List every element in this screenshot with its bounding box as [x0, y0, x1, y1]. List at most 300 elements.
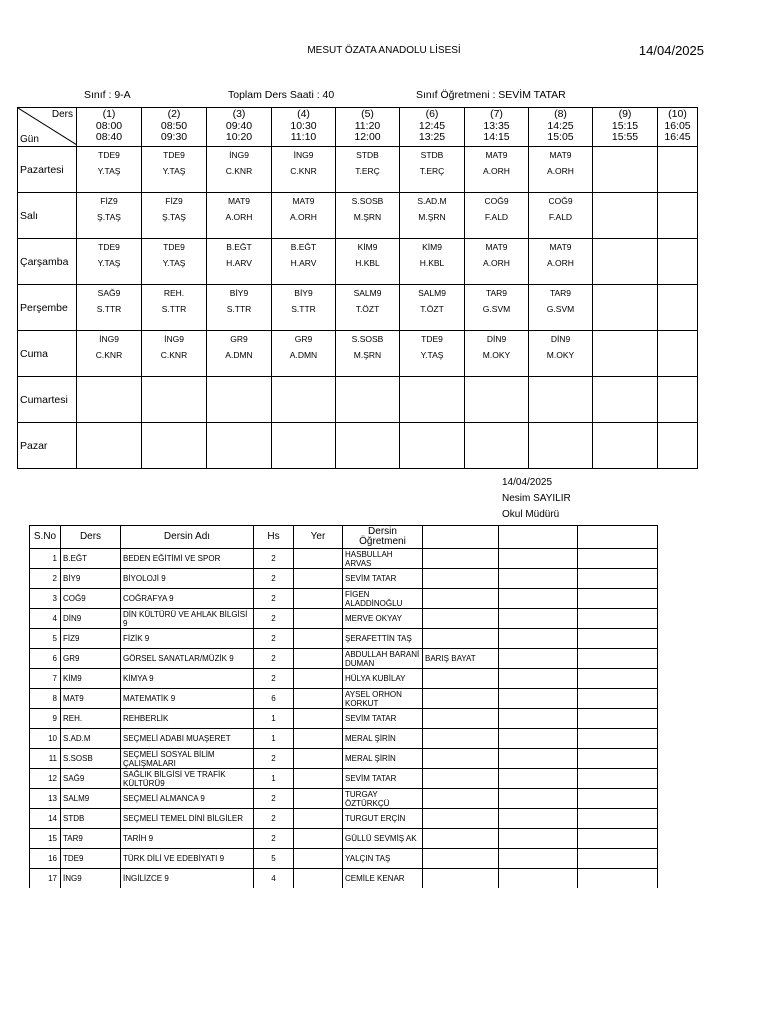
schedule-cell [400, 377, 465, 423]
period-start: 14:25 [547, 119, 574, 132]
schedule-cell [207, 239, 272, 285]
lesson-teacher-2 [423, 729, 499, 749]
lesson-teacher-2 [423, 549, 499, 569]
total-hours-label: Toplam Ders Saati : 40 [228, 89, 335, 101]
lesson-code: TAR9 [61, 829, 121, 849]
lessons-table [29, 525, 658, 888]
lesson-code: COĞ9 [61, 589, 121, 609]
lesson-teacher-2 [423, 829, 499, 849]
lesson-name: BEDEN EĞİTİMİ VE SPOR [121, 549, 254, 569]
schedule-cell [207, 285, 272, 331]
lesson-extra [578, 689, 658, 709]
period-start: 11:20 [354, 119, 381, 132]
lesson-teacher: F.ALD [548, 212, 573, 222]
lesson-no: 3 [30, 589, 61, 609]
lesson-extra [499, 829, 578, 849]
lesson-code: İNG9 [293, 150, 314, 160]
lesson-teacher: H.ARV [226, 258, 252, 268]
period-start: 10:30 [290, 119, 317, 132]
lesson-teacher: Y.TAŞ [162, 166, 186, 176]
lesson-name: GÖRSEL SANATLAR/MÜZİK 9 [121, 649, 254, 669]
schedule-cell [593, 147, 658, 193]
schedule-cell [207, 147, 272, 193]
period-end: 08:40 [95, 131, 123, 143]
lesson-extra [578, 789, 658, 809]
lesson-code: TDE9 [98, 242, 120, 252]
lesson-code: TDE9 [421, 334, 443, 344]
lesson-hours: 2 [254, 629, 294, 649]
col-header-extra-2 [499, 526, 578, 549]
lesson-no: 10 [30, 729, 61, 749]
lesson-teacher: MERAL ŞİRİN [343, 749, 423, 769]
lesson-hours: 4 [254, 869, 294, 889]
lesson-teacher: Y.TAŞ [97, 258, 121, 268]
lesson-room [294, 609, 343, 629]
lesson-code: İNG9 [229, 150, 249, 160]
period-end: 12:00 [354, 131, 381, 143]
schedule-cell [207, 193, 272, 239]
period-number: (6) [425, 108, 439, 120]
period-number: (4) [297, 108, 310, 120]
schedule-cell [272, 147, 336, 193]
period-end: 14:15 [483, 131, 510, 143]
class-label: Sınıf : 9-A [84, 89, 131, 101]
col-header-teacher: Dersin Öğretmeni [343, 526, 423, 549]
col-header-hours: Hs [254, 526, 294, 549]
period-end: 16:45 [664, 131, 691, 143]
schedule-cell [400, 193, 465, 239]
lesson-row [30, 569, 658, 589]
lesson-teacher: M.OKY [546, 350, 575, 360]
lesson-extra [578, 749, 658, 769]
lesson-code: TAR9 [485, 288, 508, 298]
schedule-cell [336, 147, 400, 193]
lesson-extra [578, 769, 658, 789]
lesson-room [294, 569, 343, 589]
period-header [529, 108, 593, 147]
lesson-hours: 1 [254, 769, 294, 789]
lesson-room [294, 709, 343, 729]
lesson-room [294, 789, 343, 809]
lesson-no: 12 [30, 769, 61, 789]
lesson-hours: 2 [254, 809, 294, 829]
schedule-cell [658, 147, 698, 193]
day-row [18, 285, 698, 331]
lesson-extra [578, 549, 658, 569]
schedule-cell [465, 285, 529, 331]
lesson-teacher: FİGEN ALADDİNOĞLU [343, 589, 423, 609]
period-header [336, 108, 400, 147]
day-row [18, 147, 698, 193]
lesson-teacher: SEVİM TATAR [343, 569, 423, 589]
lesson-code: TDE9 [61, 849, 121, 869]
lesson-teacher: G.SVM [546, 304, 575, 314]
lesson-code: FİZ9 [165, 196, 183, 206]
lesson-row [30, 869, 658, 889]
schedule-cell [593, 377, 658, 423]
lesson-code: TDE9 [163, 150, 185, 160]
lesson-code: REH. [163, 288, 185, 298]
lesson-teacher-2 [423, 629, 499, 649]
day-name: Çarşamba [18, 239, 77, 285]
schedule-cell [593, 423, 658, 469]
lesson-extra [578, 849, 658, 869]
lesson-code: STDB [356, 150, 379, 160]
lesson-teacher: SEVİM TATAR [343, 709, 423, 729]
lesson-hours: 1 [254, 729, 294, 749]
lesson-code: B.EĞT [61, 549, 121, 569]
day-name: Salı [18, 193, 77, 239]
lesson-room [294, 809, 343, 829]
schedule-cell [658, 331, 698, 377]
lesson-teacher: HÜLYA KUBİLAY [343, 669, 423, 689]
schedule-cell [529, 147, 593, 193]
lesson-code: MAT9 [292, 196, 315, 206]
col-header-code: Ders [61, 526, 121, 549]
schedule-cell [465, 331, 529, 377]
schedule-cell [207, 423, 272, 469]
lesson-name: KİMYA 9 [121, 669, 254, 689]
lesson-row [30, 669, 658, 689]
report-date: 14/04/2025 [638, 43, 704, 58]
lesson-teacher-2 [423, 609, 499, 629]
lesson-extra [499, 809, 578, 829]
principal-name: Nesim SAYILIR [502, 493, 571, 504]
schedule-cell [142, 285, 207, 331]
lesson-teacher: M.ŞRN [418, 212, 446, 222]
schedule-cell [529, 285, 593, 331]
lesson-teacher: H.ARV [290, 258, 317, 268]
day-name: Perşembe [18, 285, 77, 331]
lesson-hours: 6 [254, 689, 294, 709]
schedule-cell [272, 239, 336, 285]
lesson-room [294, 749, 343, 769]
lesson-teacher: TURGUT ERÇİN [343, 809, 423, 829]
schedule-cell [400, 423, 465, 469]
lesson-teacher: A.ORH [547, 166, 574, 176]
lesson-hours: 2 [254, 829, 294, 849]
lesson-extra [499, 609, 578, 629]
schedule-cell [400, 285, 465, 331]
lesson-code: SALM9 [353, 288, 382, 298]
lesson-teacher: ABDULLAH BARANİ DUMAN [343, 649, 423, 669]
lesson-code: S.SOSB [61, 749, 121, 769]
lesson-teacher-2 [423, 669, 499, 689]
lesson-teacher: M.ŞRN [353, 350, 382, 360]
lesson-extra [578, 869, 658, 889]
lesson-code: MAT9 [549, 242, 572, 252]
lesson-code: İNG9 [164, 334, 184, 344]
col-header-extra-1 [423, 526, 499, 549]
lesson-code: BİY9 [294, 288, 313, 298]
lesson-hours: 2 [254, 669, 294, 689]
lesson-room [294, 829, 343, 849]
lesson-teacher: Ş.TAŞ [97, 212, 121, 222]
col-header-no: S.No [30, 526, 61, 549]
day-name: Cumartesi [18, 377, 77, 423]
schedule-cell [142, 239, 207, 285]
schedule-cell [142, 147, 207, 193]
lesson-teacher: Ş.TAŞ [162, 212, 186, 222]
lesson-hours: 2 [254, 549, 294, 569]
lesson-extra [578, 569, 658, 589]
lesson-extra [499, 849, 578, 869]
period-end: 15:55 [611, 131, 639, 143]
lesson-teacher: S.TTR [291, 304, 316, 314]
lesson-no: 13 [30, 789, 61, 809]
schedule-cell [529, 331, 593, 377]
lesson-teacher: A.ORH [483, 258, 510, 268]
lesson-teacher: T.ERÇ [355, 166, 380, 176]
lesson-teacher: C.KNR [290, 166, 317, 176]
period-header [77, 108, 142, 147]
schedule-cell [400, 239, 465, 285]
schedule-cell [529, 377, 593, 423]
lesson-row [30, 849, 658, 869]
lesson-row [30, 649, 658, 669]
schedule-cell [77, 239, 142, 285]
schedule-cell [465, 193, 529, 239]
lesson-extra [499, 749, 578, 769]
lesson-name: SEÇMELİ ADABI MUAŞERET [121, 729, 254, 749]
schedule-cell [142, 377, 207, 423]
lesson-teacher-2 [423, 689, 499, 709]
lesson-no: 7 [30, 669, 61, 689]
lesson-name: TARİH 9 [121, 829, 254, 849]
lesson-name: COĞRAFYA 9 [121, 589, 254, 609]
schedule-cell [529, 239, 593, 285]
period-number: (5) [361, 108, 374, 120]
lesson-extra [578, 589, 658, 609]
lesson-code: DİN9 [486, 334, 507, 344]
lesson-code: S.SOSB [351, 196, 384, 206]
lesson-code: MAT9 [227, 196, 251, 206]
lesson-teacher: H.KBL [355, 258, 380, 268]
lesson-hours: 2 [254, 749, 294, 769]
schedule-cell [77, 193, 142, 239]
lesson-code: BİY9 [61, 569, 121, 589]
schedule-cell [77, 285, 142, 331]
lesson-extra [499, 669, 578, 689]
lesson-teacher: A.ORH [225, 212, 253, 222]
lesson-extra [578, 629, 658, 649]
lesson-code: GR9 [294, 334, 313, 344]
lesson-name: TÜRK DİLİ VE EDEBİYATI 9 [121, 849, 254, 869]
lesson-code: FİZ9 [100, 196, 118, 206]
lesson-code: FİZ9 [61, 629, 121, 649]
period-start: 08:00 [95, 119, 123, 132]
lesson-teacher: T.ERÇ [419, 166, 445, 176]
lesson-name: SEÇMELİ TEMEL DİNİ BİLGİLER [121, 809, 254, 829]
lesson-extra [499, 689, 578, 709]
lesson-teacher: GÜLLÜ SEVMİŞ AK [343, 829, 423, 849]
lesson-teacher: SEVİM TATAR [343, 769, 423, 789]
lesson-row [30, 809, 658, 829]
lesson-name: SAĞLIK BİLGİSİ VE TRAFİK KÜLTÜRÜ9 [121, 769, 254, 789]
period-start: 08:50 [160, 119, 188, 132]
lesson-teacher: TURGAY ÖZTÜRKÇÜ [343, 789, 423, 809]
lesson-no: 5 [30, 629, 61, 649]
lesson-teacher: M.ŞRN [353, 212, 382, 222]
lesson-extra [578, 729, 658, 749]
lesson-code: MAT9 [61, 689, 121, 709]
period-header [400, 108, 465, 147]
lesson-name: FİZİK 9 [121, 629, 254, 649]
lesson-no: 16 [30, 849, 61, 869]
lesson-code: DİN9 [61, 609, 121, 629]
lesson-code: SAĞ9 [61, 769, 121, 789]
lesson-extra [578, 709, 658, 729]
period-end: 11:10 [290, 131, 317, 143]
lesson-teacher: HASBULLAH ARVAS [343, 549, 423, 569]
lesson-extra [499, 709, 578, 729]
lesson-teacher: Y.TAŞ [97, 166, 121, 176]
lesson-teacher: H.KBL [419, 258, 445, 268]
day-row [18, 377, 698, 423]
period-header [465, 108, 529, 147]
schedule-cell [593, 331, 658, 377]
schedule-cell [529, 423, 593, 469]
schedule-cell [272, 331, 336, 377]
lesson-room [294, 649, 343, 669]
lesson-code: DİN9 [550, 334, 571, 344]
lesson-row [30, 709, 658, 729]
period-number: (1) [102, 108, 116, 120]
lesson-name: REHBERLİK [121, 709, 254, 729]
lesson-hours: 2 [254, 569, 294, 589]
lesson-teacher: YALÇIN TAŞ [343, 849, 423, 869]
schedule-cell [658, 239, 698, 285]
period-number: (9) [618, 108, 632, 120]
lesson-name: BİYOLOJİ 9 [121, 569, 254, 589]
lesson-room [294, 589, 343, 609]
schedule-cell [336, 239, 400, 285]
schedule-cell [77, 377, 142, 423]
schedule-cell [142, 193, 207, 239]
lesson-teacher: S.TTR [96, 304, 122, 314]
corner-gun-label: Gün [20, 134, 39, 145]
signature-block [502, 475, 571, 523]
lesson-teacher: CEMİLE KENAR [343, 869, 423, 889]
day-name: Pazartesi [18, 147, 77, 193]
lesson-teacher-2 [423, 709, 499, 729]
lesson-teacher: F.ALD [484, 212, 509, 222]
lesson-extra [578, 649, 658, 669]
schedule-cell [336, 377, 400, 423]
period-start: 13:35 [483, 119, 510, 132]
lesson-code: S.AD.M [61, 729, 121, 749]
period-start: 09:40 [225, 119, 253, 132]
schedule-cell [336, 193, 400, 239]
lesson-code: GR9 [61, 649, 121, 669]
period-header [593, 108, 658, 147]
lesson-extra [499, 649, 578, 669]
lesson-code: STDB [420, 150, 444, 160]
lesson-row [30, 829, 658, 849]
lesson-teacher: A.DMN [289, 350, 318, 360]
lesson-no: 2 [30, 569, 61, 589]
lesson-teacher: C.KNR [225, 166, 253, 176]
schedule-cell [142, 423, 207, 469]
lesson-hours: 2 [254, 589, 294, 609]
lesson-room [294, 669, 343, 689]
lesson-teacher: C.KNR [160, 350, 188, 360]
schedule-cell [593, 285, 658, 331]
lesson-room [294, 549, 343, 569]
lesson-teacher-2 [423, 869, 499, 889]
lesson-teacher-2 [423, 769, 499, 789]
lesson-extra [499, 869, 578, 889]
lesson-row [30, 749, 658, 769]
lesson-name: MATEMATİK 9 [121, 689, 254, 709]
lesson-code: SALM9 [61, 789, 121, 809]
lesson-no: 17 [30, 869, 61, 889]
lessons-header-row [30, 526, 658, 549]
lesson-code: GR9 [230, 334, 248, 344]
lesson-teacher: ŞERAFETTİN TAŞ [343, 629, 423, 649]
lesson-teacher-2 [423, 809, 499, 829]
schedule-cell [272, 285, 336, 331]
lesson-room [294, 729, 343, 749]
col-header-extra-3 [578, 526, 658, 549]
lesson-name: SEÇMELİ SOSYAL BİLİM ÇALIŞMALARI [121, 749, 254, 769]
lesson-code: İNG9 [99, 334, 119, 344]
weekly-schedule-table [17, 107, 698, 469]
day-row [18, 331, 698, 377]
lesson-teacher-2: BARIŞ BAYAT [423, 649, 499, 669]
lesson-code: S.AD.M [417, 196, 447, 206]
lesson-teacher: Y.TAŞ [162, 258, 186, 268]
schedule-cell [658, 285, 698, 331]
schedule-cell [336, 285, 400, 331]
schedule-cell [400, 331, 465, 377]
lesson-code: MAT9 [485, 150, 508, 160]
period-start: 16:05 [664, 119, 691, 132]
lesson-teacher-2 [423, 569, 499, 589]
lesson-teacher: T.ÖZT [355, 304, 380, 314]
lesson-no: 14 [30, 809, 61, 829]
schedule-cell [272, 377, 336, 423]
lesson-code: B.EĞT [290, 242, 317, 252]
lesson-row [30, 549, 658, 569]
class-teacher-label: Sınıf Öğretmeni : SEVİM TATAR [416, 89, 566, 101]
lesson-code: TDE9 [163, 242, 185, 252]
schedule-cell [658, 193, 698, 239]
lesson-extra [578, 829, 658, 849]
period-header-row [18, 108, 698, 147]
lesson-hours: 2 [254, 649, 294, 669]
lesson-no: 8 [30, 689, 61, 709]
schedule-cell [272, 423, 336, 469]
lesson-code: COĞ9 [548, 196, 573, 206]
lesson-code: MAT9 [549, 150, 572, 160]
schedule-cell [465, 377, 529, 423]
lesson-teacher-2 [423, 589, 499, 609]
lesson-teacher: Y.TAŞ [420, 350, 444, 360]
schedule-cell [336, 423, 400, 469]
lesson-teacher: S.TTR [161, 304, 187, 314]
lesson-code: SALM9 [418, 288, 446, 298]
period-end: 09:30 [160, 131, 188, 143]
corner-cell [18, 108, 77, 147]
lesson-teacher: MERAL ŞİRİN [343, 729, 423, 749]
lesson-extra [578, 809, 658, 829]
lesson-name: SEÇMELİ ALMANCA 9 [121, 789, 254, 809]
lesson-hours: 5 [254, 849, 294, 869]
lesson-hours: 1 [254, 709, 294, 729]
lesson-code: TDE9 [98, 150, 120, 160]
lesson-extra [499, 569, 578, 589]
